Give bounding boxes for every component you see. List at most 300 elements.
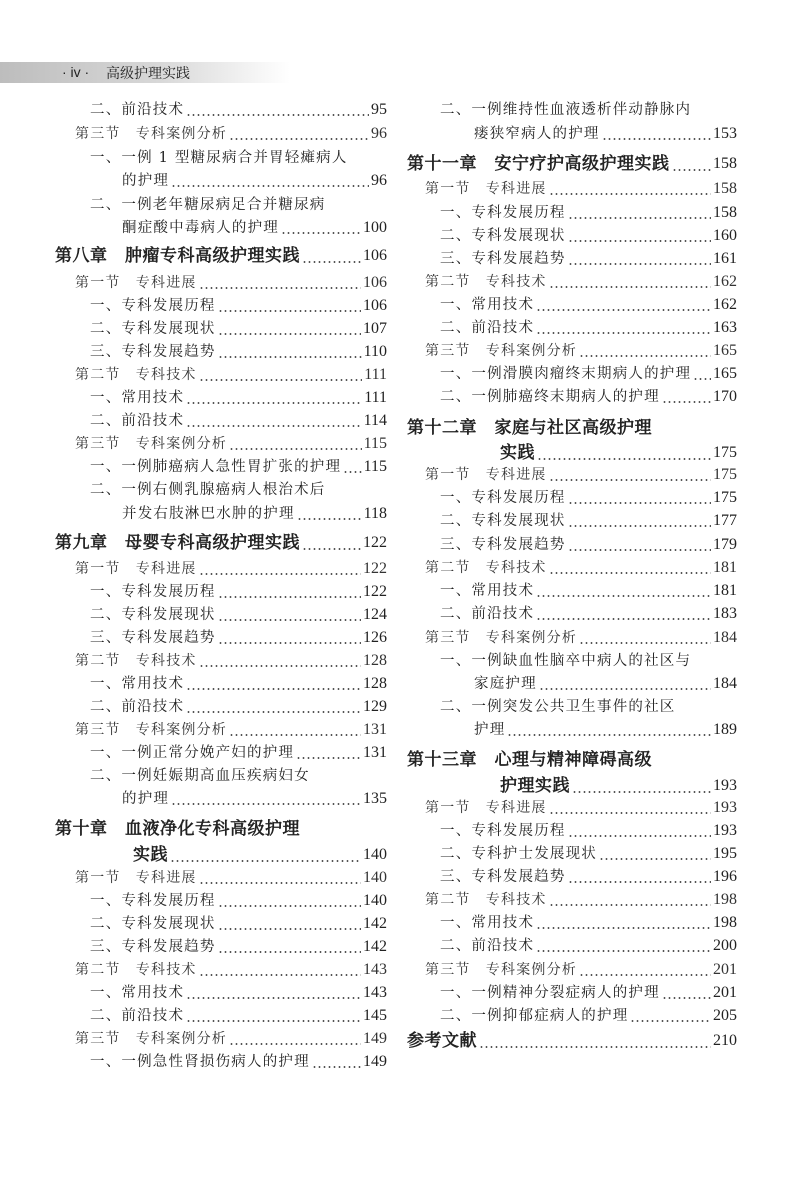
toc-page-number: 200 (713, 937, 737, 954)
toc-page-number: 149 (363, 1053, 387, 1070)
toc-entry-title: 的护理 (122, 791, 170, 807)
toc-entry-title: 第一节 专科进展 (425, 181, 547, 197)
toc-entry-title: 的护理 (122, 173, 170, 189)
toc-entry-item[interactable] (90, 742, 387, 764)
toc-entry-cont[interactable] (474, 123, 737, 145)
toc-entry-item[interactable] (90, 99, 387, 121)
toc-page-number: 131 (363, 721, 387, 738)
toc-entry-item[interactable] (90, 982, 387, 1004)
dot-leader (602, 123, 711, 145)
toc-page-number: 162 (713, 273, 737, 290)
toc-entry-section[interactable] (75, 433, 387, 455)
toc-entry-title: 三、专科发展趋势 (440, 537, 566, 553)
toc-page-number: 165 (713, 365, 737, 382)
toc-entry-item[interactable] (90, 627, 387, 649)
toc-entry-title: 一、专科发展历程 (440, 490, 566, 506)
toc-entry-title: 二、一例肺癌终末期病人的护理 (440, 389, 660, 405)
dot-leader (171, 170, 369, 192)
toc-entry-title: 二、专科发展现状 (440, 513, 566, 529)
dot-leader (568, 202, 711, 224)
toc-page-number: 210 (713, 1032, 737, 1049)
toc-page-number: 165 (713, 342, 737, 359)
toc-entry-title: 第一节 专科进展 (425, 467, 547, 483)
dot-leader (199, 867, 361, 889)
toc-page-number: 96 (371, 125, 387, 142)
toc-entry-title: 第三节 专科案例分析 (75, 126, 227, 142)
dot-leader (579, 627, 711, 649)
dot-leader (302, 243, 361, 269)
toc-page-number: 161 (713, 250, 737, 267)
toc-page-number: 184 (713, 629, 737, 646)
dot-leader (579, 340, 711, 362)
toc-page-number: 126 (363, 629, 387, 646)
toc-entry-title: 一、专科发展历程 (90, 893, 216, 909)
toc-page-number: 122 (363, 583, 387, 600)
toc-entry-title: 二、前沿技术 (440, 938, 535, 954)
toc-entry-title: 一、专科发展历程 (90, 298, 216, 314)
toc-entry-item[interactable] (440, 363, 737, 385)
toc-entry-item[interactable] (90, 456, 387, 478)
toc-entry-title: 第八章 肿瘤专科高级护理实践 (55, 246, 300, 266)
toc-entry-item[interactable] (90, 1051, 387, 1073)
toc-entry-section[interactable] (75, 650, 387, 672)
dot-leader (536, 580, 711, 602)
toc-entry-title: 第十三章 心理与精神障碍高级 (407, 750, 652, 770)
toc-page-number: 198 (713, 891, 737, 908)
toc-entry-item[interactable] (440, 650, 737, 672)
toc-entry-title: 二、一例突发公共卫生事件的社区 (440, 699, 676, 715)
toc-entry-title: 三、专科发展趋势 (90, 939, 216, 955)
toc-entry-item[interactable] (90, 890, 387, 912)
toc-entry-chapter[interactable] (407, 747, 737, 773)
toc-entry-title: 一、一例精神分裂症病人的护理 (440, 985, 660, 1001)
toc-page-number: 189 (713, 721, 737, 738)
toc-entry-chapter[interactable] (407, 415, 737, 441)
toc-entry-title: 二、一例老年糖尿病足合并糖尿病 (90, 197, 326, 213)
toc-entry-chcont[interactable] (500, 440, 737, 466)
toc-entry-item[interactable] (90, 194, 387, 216)
toc-entry-item[interactable] (440, 510, 737, 532)
toc-entry-title: 三、专科发展趋势 (90, 630, 216, 646)
toc-page-number: 129 (363, 698, 387, 715)
dot-leader (579, 959, 711, 981)
dot-leader (672, 151, 712, 177)
toc-entry-title: 一、常用技术 (440, 297, 535, 313)
toc-entry-title: 酮症酸中毒病人的护理 (122, 220, 279, 236)
toc-entry-title: 护理 (474, 722, 506, 738)
toc-entry-item[interactable] (440, 487, 737, 509)
toc-entry-cont[interactable] (122, 503, 387, 525)
dot-leader (171, 788, 361, 810)
dot-leader (281, 217, 361, 239)
dot-leader (229, 1028, 361, 1050)
toc-entry-section[interactable] (75, 364, 387, 386)
toc-page-number: 111 (364, 366, 387, 383)
dot-leader (218, 627, 361, 649)
toc-entry-cont[interactable] (474, 719, 737, 741)
toc-page-number: 106 (363, 297, 387, 314)
toc-entry-cont[interactable] (122, 788, 387, 810)
toc-entry-section[interactable] (425, 959, 737, 981)
toc-page-number: 181 (713, 559, 737, 576)
toc-entry-title: 第三节 专科案例分析 (425, 343, 577, 359)
toc-entry-section[interactable] (425, 271, 737, 293)
toc-entry-section[interactable] (75, 272, 387, 294)
toc-entry-item[interactable] (90, 913, 387, 935)
dot-leader (536, 935, 711, 957)
toc-page-number: 158 (713, 204, 737, 221)
toc-entry-title: 家庭护理 (474, 676, 537, 692)
toc-entry-title: 一、常用技术 (440, 915, 535, 931)
toc-entry-title: 瘘狭窄病人的护理 (474, 126, 600, 142)
toc-entry-title: 二、专科发展现状 (440, 228, 566, 244)
toc-entry-title: 护理实践 (500, 776, 570, 796)
toc-page-number: 122 (363, 560, 387, 577)
toc-page-number: 193 (713, 777, 737, 794)
dot-leader (536, 294, 711, 316)
toc-entry-item[interactable] (440, 225, 737, 247)
dot-leader (199, 650, 361, 672)
dot-leader (568, 820, 711, 842)
toc-entry-title: 二、前沿技术 (90, 102, 185, 118)
toc-page-number: 107 (363, 320, 387, 337)
dot-leader (186, 99, 369, 121)
toc-entry-cont[interactable] (474, 673, 737, 695)
toc-page-number: 100 (363, 219, 387, 236)
dot-leader (662, 386, 711, 408)
toc-entry-title: 第九章 母婴专科高级护理实践 (55, 533, 300, 553)
toc-entry-title: 第一节 专科进展 (75, 561, 197, 577)
toc-entry-title: 一、专科发展历程 (90, 584, 216, 600)
toc-entry-section[interactable] (425, 797, 737, 819)
dot-leader (572, 773, 711, 799)
toc-page-number: 143 (363, 984, 387, 1001)
toc-entry-item[interactable] (90, 295, 387, 317)
toc-entry-title: 第十一章 安宁疗护高级护理实践 (407, 154, 670, 174)
toc-page-number: 177 (713, 512, 737, 529)
toc-entry-title: 参考文献 (407, 1031, 477, 1051)
toc-entry-title: 第三节 专科案例分析 (425, 630, 577, 646)
dot-leader (218, 295, 361, 317)
toc-entry-title: 二、专科发展现状 (90, 321, 216, 337)
toc-entry-title: 第十二章 家庭与社区高级护理 (407, 418, 652, 438)
toc-page-number: 184 (713, 675, 737, 692)
dot-leader (549, 464, 711, 486)
dot-leader (229, 719, 361, 741)
toc-entry-item[interactable] (440, 696, 737, 718)
toc-entry-item[interactable] (90, 410, 387, 432)
toc-entry-title: 第二节 专科技术 (75, 962, 197, 978)
toc-page-number: 114 (363, 412, 387, 429)
toc-entry-title: 实践 (500, 443, 535, 463)
toc-page-number: 96 (371, 172, 387, 189)
toc-entry-item[interactable] (440, 866, 737, 888)
toc-entry-item[interactable] (440, 294, 737, 316)
toc-page-number: 135 (363, 790, 387, 807)
toc-entry-title: 一、常用技术 (90, 676, 185, 692)
toc-page-number: 106 (363, 274, 387, 291)
dot-leader (218, 341, 362, 363)
toc-page-number: 110 (363, 343, 387, 360)
toc-page-number: 128 (363, 652, 387, 669)
toc-entry-title: 并发右肢淋巴水肿的护理 (122, 506, 295, 522)
toc-page-number: 205 (713, 1007, 737, 1024)
toc-page-number: 128 (363, 675, 387, 692)
toc-entry-item[interactable] (440, 843, 737, 865)
toc-page-number: 131 (363, 744, 387, 761)
toc-page-number: 181 (713, 582, 737, 599)
dot-leader (218, 581, 361, 603)
toc-entry-section[interactable] (75, 123, 387, 145)
toc-page-number: 143 (363, 961, 387, 978)
toc-page-number: 142 (363, 938, 387, 955)
toc-entry-item[interactable] (440, 317, 737, 339)
toc-entry-item[interactable] (440, 935, 737, 957)
dot-leader (186, 1005, 361, 1027)
toc-entry-section[interactable] (425, 178, 737, 200)
dot-leader (170, 842, 361, 868)
toc-entry-chapter[interactable] (55, 816, 387, 842)
toc-page-number: 175 (713, 444, 737, 461)
toc-entry-title: 第一节 专科进展 (75, 275, 197, 291)
toc-entry-title: 三、专科发展趋势 (440, 251, 566, 267)
dot-leader (568, 225, 711, 247)
toc-page-number: 175 (713, 466, 737, 483)
toc-entry-item[interactable] (90, 318, 387, 340)
toc-entry-title: 一、常用技术 (440, 583, 535, 599)
toc-entry-item[interactable] (440, 820, 737, 842)
toc-entry-section[interactable] (75, 959, 387, 981)
toc-entry-cont[interactable] (122, 170, 387, 192)
dot-leader (630, 1005, 711, 1027)
toc-entry-item[interactable] (440, 982, 737, 1004)
toc-entry-item[interactable] (90, 604, 387, 626)
toc-entry-title: 一、一例 1 型糖尿病合并胃轻瘫病人 (90, 150, 348, 166)
toc-entry-title: 二、前沿技术 (90, 1008, 185, 1024)
dot-leader (549, 178, 711, 200)
dot-leader (568, 248, 711, 270)
toc-entry-title: 二、一例妊娠期高血压疾病妇女 (90, 768, 310, 784)
dot-leader (568, 866, 711, 888)
dot-leader (186, 673, 361, 695)
toc-entry-title: 第三节 专科案例分析 (75, 436, 227, 452)
toc-page-number: 140 (363, 869, 387, 886)
toc-entry-section[interactable] (425, 340, 737, 362)
toc-page-number: 106 (363, 247, 387, 264)
dot-leader (199, 959, 361, 981)
dot-leader (599, 843, 711, 865)
toc-entry-title: 一、一例缺血性脑卒中病人的社区与 (440, 653, 692, 669)
toc-page-number: 118 (363, 505, 387, 522)
toc-entry-title: 一、常用技术 (90, 985, 185, 1001)
toc-entry-item[interactable] (440, 248, 737, 270)
toc-entry-title: 二、专科发展现状 (90, 607, 216, 623)
toc-page-number: 198 (713, 914, 737, 931)
toc-page-number: 193 (713, 822, 737, 839)
dot-leader (218, 890, 361, 912)
dot-leader (186, 387, 362, 409)
dot-leader (536, 912, 711, 934)
dot-leader (549, 271, 711, 293)
toc-entry-title: 第三节 专科案例分析 (75, 722, 227, 738)
toc-entry-title: 实践 (133, 845, 168, 865)
toc-entry-item[interactable] (90, 765, 387, 787)
toc-page-number: 122 (363, 534, 387, 551)
toc-entry-chcont[interactable] (133, 842, 387, 868)
toc-entry-title: 一、一例肺癌病人急性胃扩张的护理 (90, 459, 342, 475)
toc-entry-title: 第一节 专科进展 (75, 870, 197, 886)
toc-entry-item[interactable] (440, 912, 737, 934)
toc-entry-section[interactable] (75, 1028, 387, 1050)
dot-leader (479, 1028, 711, 1054)
toc-entry-title: 第十章 血液净化专科高级护理 (55, 819, 300, 839)
toc-entry-chapter[interactable] (407, 151, 737, 177)
dot-leader (662, 982, 711, 1004)
toc-page-number: 153 (713, 125, 737, 142)
toc-entry-title: 一、专科发展历程 (440, 823, 566, 839)
toc-entry-item[interactable] (440, 386, 737, 408)
toc-entry-item[interactable] (90, 1005, 387, 1027)
toc-entry-cont[interactable] (122, 217, 387, 239)
toc-page-number: 183 (713, 605, 737, 622)
toc-entry-title: 第一节 专科进展 (425, 800, 547, 816)
dot-leader (312, 1051, 361, 1073)
toc-page-number: 115 (363, 458, 387, 475)
toc-page-number: 195 (713, 845, 737, 862)
toc-entry-item[interactable] (90, 936, 387, 958)
toc-page-number: 142 (363, 915, 387, 932)
dot-leader (218, 913, 361, 935)
toc-entry-section[interactable] (75, 719, 387, 741)
toc-entry-item[interactable] (90, 147, 387, 169)
dot-leader (537, 440, 711, 466)
toc-page-number: 95 (371, 101, 387, 118)
toc-entry-chcont[interactable] (500, 773, 737, 799)
toc-entry-item[interactable] (440, 580, 737, 602)
toc-entry-item[interactable] (440, 202, 737, 224)
dot-leader (296, 742, 361, 764)
toc-entry-chapter[interactable] (407, 1028, 737, 1054)
toc-entry-section[interactable] (425, 557, 737, 579)
toc-page-number: 115 (363, 435, 387, 452)
dot-leader (186, 982, 361, 1004)
toc-entry-section[interactable] (75, 558, 387, 580)
dot-leader (218, 936, 361, 958)
toc-page-number: 201 (713, 961, 737, 978)
dot-leader (568, 534, 711, 556)
toc-page-number: 193 (713, 799, 737, 816)
toc-entry-chapter[interactable] (55, 243, 387, 269)
dot-leader (568, 487, 711, 509)
toc-page-number: 163 (713, 319, 737, 336)
toc-page-number: 179 (713, 536, 737, 553)
toc-page-number: 111 (364, 389, 387, 406)
toc-page-number: 170 (713, 388, 737, 405)
toc-entry-title: 一、专科发展历程 (440, 205, 566, 221)
toc-entry-title: 一、一例滑膜肉瘤终末期病人的护理 (440, 366, 692, 382)
toc-entry-title: 一、常用技术 (90, 390, 185, 406)
page-number: · iv · (62, 64, 90, 80)
toc-entry-title: 二、专科发展现状 (90, 916, 216, 932)
toc-page-number: 140 (363, 892, 387, 909)
toc-entry-item[interactable] (90, 479, 387, 501)
toc-entry-title: 第二节 专科技术 (75, 367, 197, 383)
toc-entry-item[interactable] (440, 534, 737, 556)
dot-leader (199, 364, 363, 386)
toc-entry-title: 二、前沿技术 (90, 699, 185, 715)
dot-leader (218, 318, 361, 340)
dot-leader (297, 503, 362, 525)
toc-entry-title: 二、一例抑郁症病人的护理 (440, 1008, 629, 1024)
toc-entry-title: 二、一例右侧乳腺癌病人根治术后 (90, 482, 326, 498)
toc-entry-title: 第二节 专科技术 (425, 560, 547, 576)
toc-entry-item[interactable] (440, 1005, 737, 1027)
toc-entry-item[interactable] (90, 341, 387, 363)
toc-entry-title: 第三节 专科案例分析 (425, 962, 577, 978)
toc-entry-title: 二、一例维持性血液透析伴动静脉内 (440, 102, 692, 118)
running-header-title: 高级护理实践 (106, 66, 190, 82)
toc-page-number: 160 (713, 227, 737, 244)
toc-entry-item[interactable] (90, 696, 387, 718)
toc-entry-title: 三、专科发展趋势 (440, 869, 566, 885)
toc-page-number: 158 (713, 180, 737, 197)
toc-entry-section[interactable] (425, 464, 737, 486)
dot-leader (218, 604, 361, 626)
toc-entry-item[interactable] (440, 99, 737, 121)
dot-leader (539, 673, 711, 695)
toc-entry-title: 二、前沿技术 (440, 320, 535, 336)
toc-entry-section[interactable] (75, 867, 387, 889)
dot-leader (186, 410, 361, 432)
toc-page-number: 145 (363, 1007, 387, 1024)
dot-leader (199, 272, 361, 294)
dot-leader (343, 456, 361, 478)
dot-leader (229, 123, 369, 145)
toc-entry-title: 第三节 专科案例分析 (75, 1031, 227, 1047)
toc-page-number: 196 (713, 868, 737, 885)
toc-entry-item[interactable] (90, 581, 387, 603)
toc-page-number: 149 (363, 1030, 387, 1047)
dot-leader (536, 603, 711, 625)
toc-page-number: 140 (363, 846, 387, 863)
dot-leader (549, 557, 711, 579)
toc-entry-title: 二、前沿技术 (90, 413, 185, 429)
toc-entry-section[interactable] (425, 627, 737, 649)
toc-entry-item[interactable] (90, 387, 387, 409)
toc-page-number: 175 (713, 489, 737, 506)
toc-page-number: 158 (713, 155, 737, 172)
toc-entry-title: 第二节 专科技术 (425, 892, 547, 908)
toc-entry-title: 一、一例急性肾损伤病人的护理 (90, 1054, 310, 1070)
toc-entry-item[interactable] (440, 603, 737, 625)
toc-entry-title: 第二节 专科技术 (425, 274, 547, 290)
toc-page-number: 124 (363, 606, 387, 623)
toc-page-number: 162 (713, 296, 737, 313)
dot-leader (549, 889, 711, 911)
dot-leader (693, 363, 711, 385)
toc-entry-title: 三、专科发展趋势 (90, 344, 216, 360)
dot-leader (568, 510, 711, 532)
toc-entry-item[interactable] (90, 673, 387, 695)
dot-leader (302, 530, 361, 556)
toc-entry-title: 二、前沿技术 (440, 606, 535, 622)
toc-entry-chapter[interactable] (55, 530, 387, 556)
dot-leader (229, 433, 362, 455)
toc-entry-section[interactable] (425, 889, 737, 911)
toc-entry-title: 第二节 专科技术 (75, 653, 197, 669)
dot-leader (186, 696, 361, 718)
dot-leader (507, 719, 711, 741)
